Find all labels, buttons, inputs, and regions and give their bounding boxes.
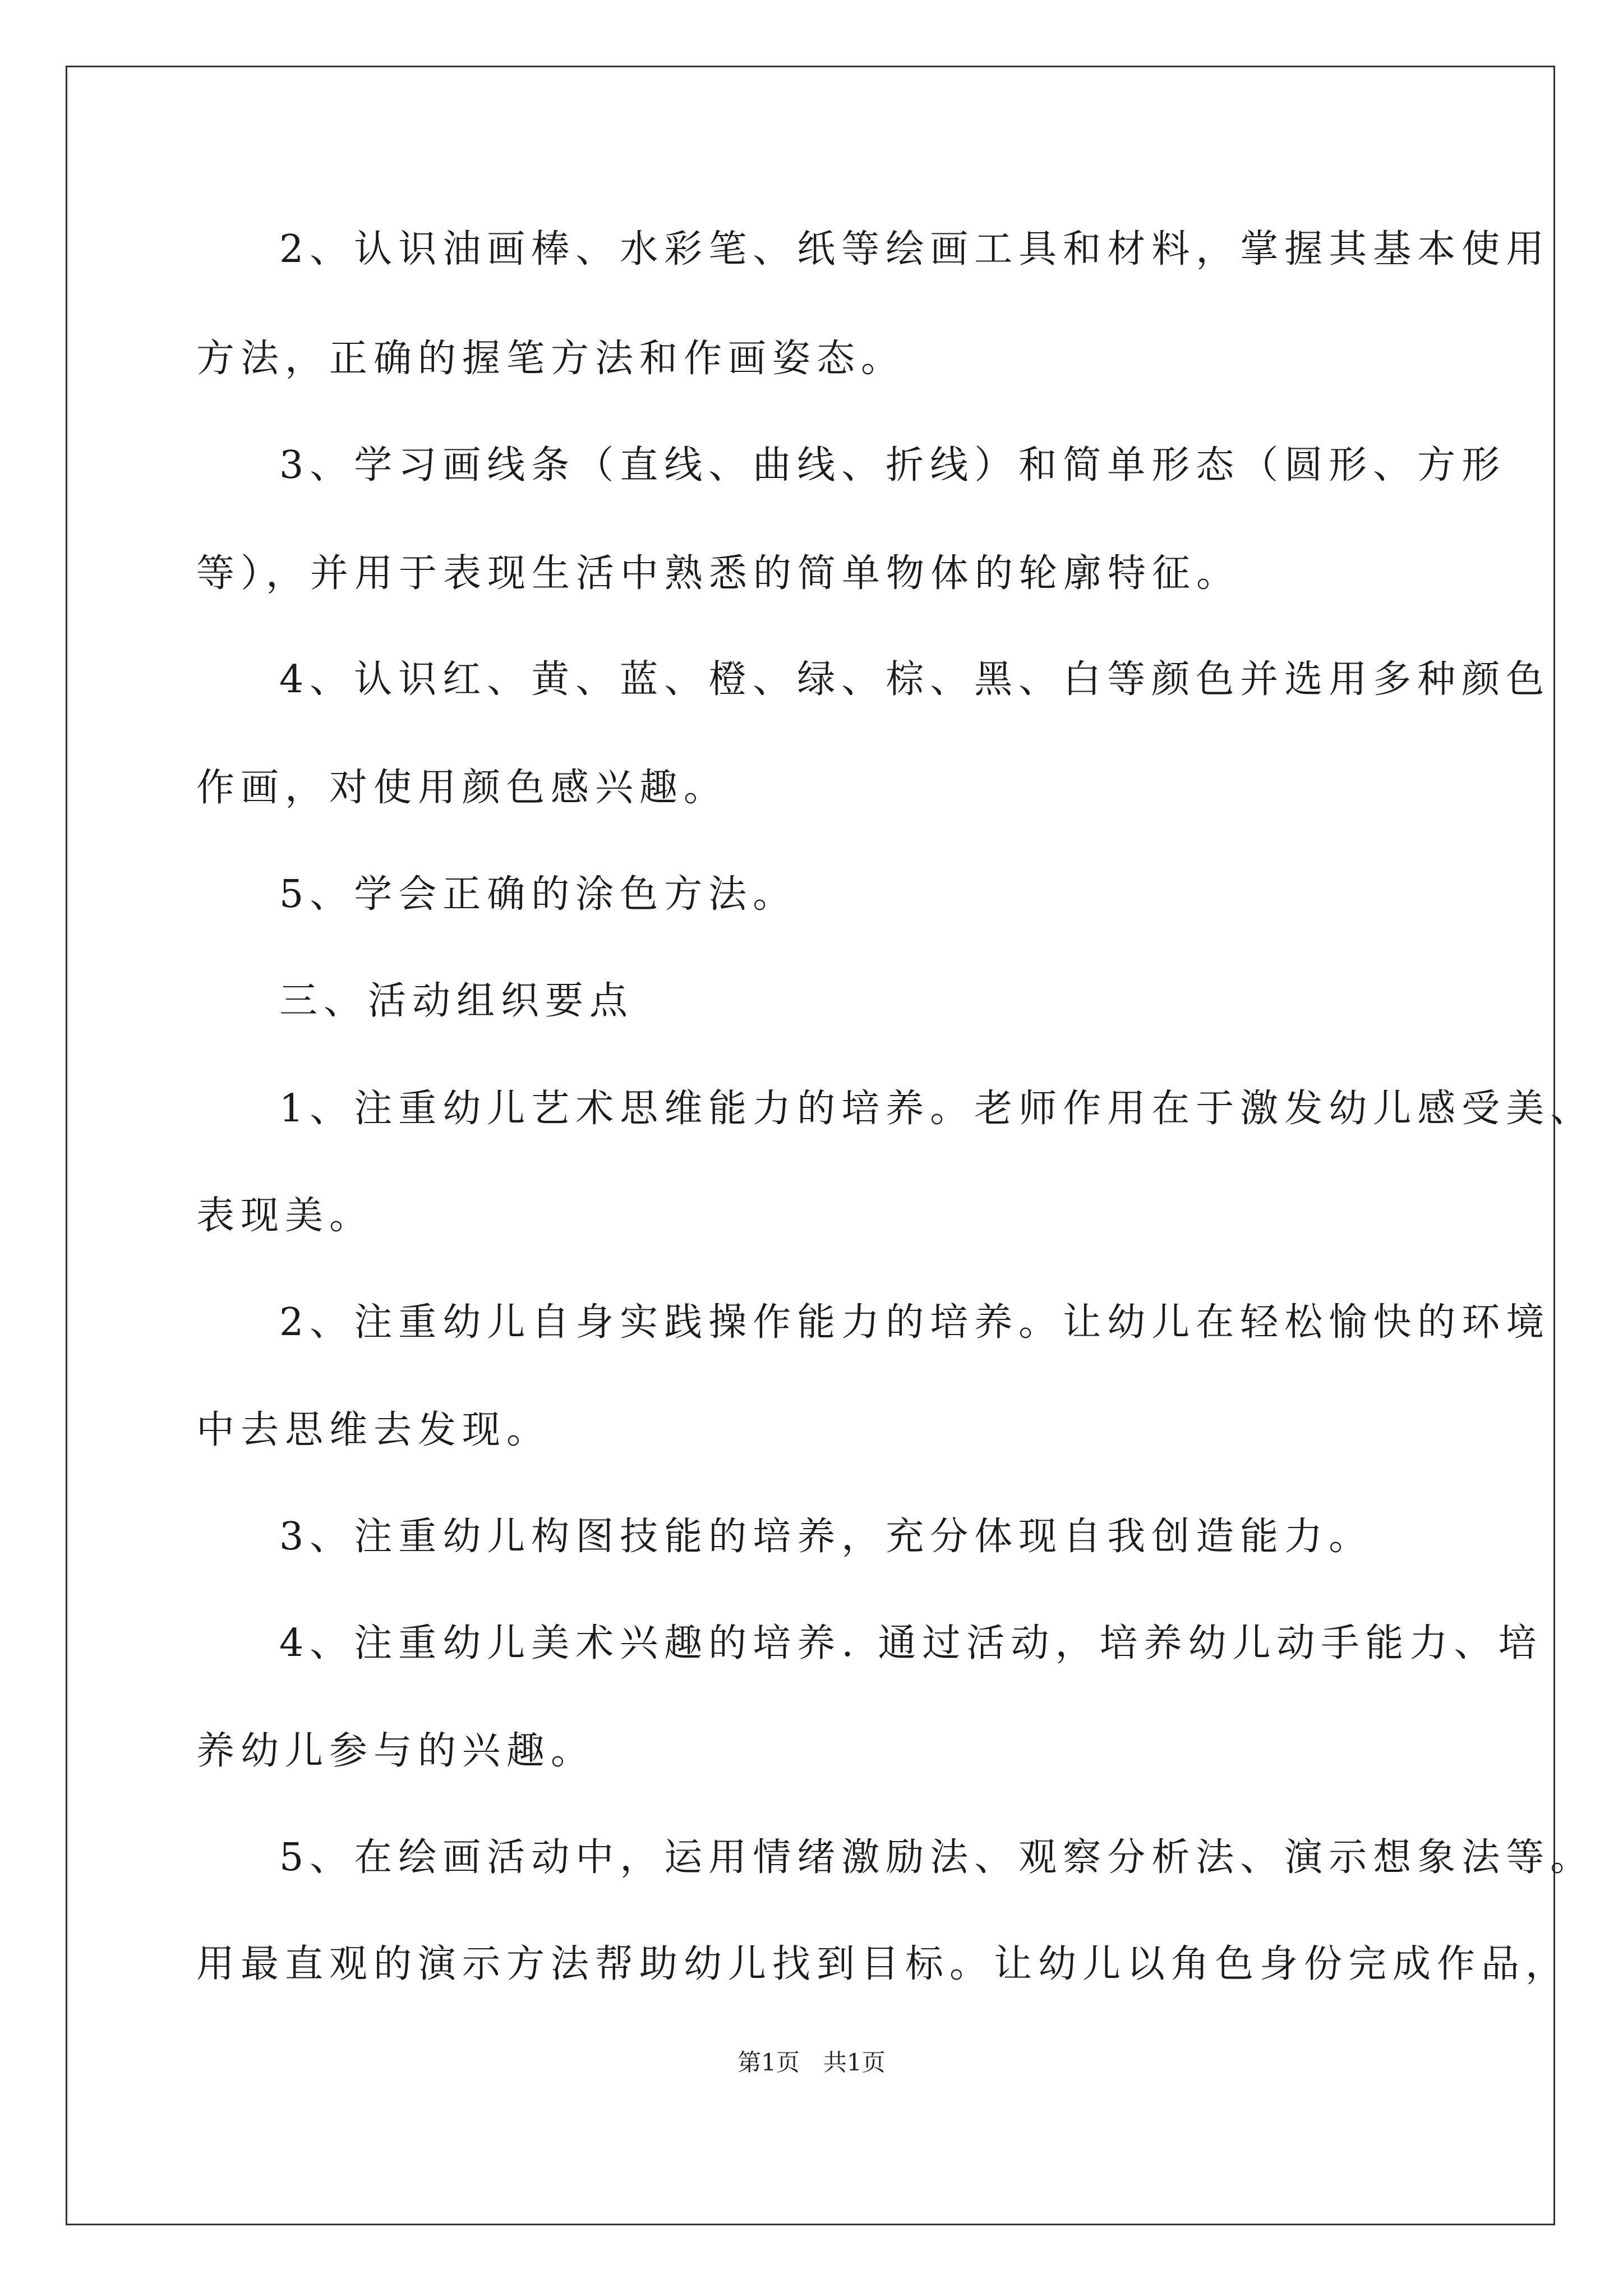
- page-footer: 第1页 共1页: [737, 2049, 886, 2076]
- section-heading: 三、活动组织要点: [279, 979, 634, 1023]
- paragraph-line: 养幼儿参与的兴趣。: [196, 1729, 596, 1773]
- paragraph-line: 等），并用于表现生活中熟悉的简单物体的轮廓特征。: [196, 551, 1241, 596]
- paragraph-line: 表现美。: [196, 1194, 374, 1238]
- paragraph-line: 用最直观的演示方法帮助幼儿找到目标。让幼儿以角色身份完成作品，: [196, 1942, 1570, 1986]
- paragraph-line: 3、学习画线条（直线、曲线、折线）和简单形态（圆形、方形: [279, 443, 1506, 487]
- paragraph-line: 作画，对使用颜色感兴趣。: [196, 766, 728, 810]
- paragraph-line: 2、注重幼儿自身实践操作能力的培养。让幼儿在轻松愉快的环境: [279, 1300, 1551, 1345]
- paragraph-line: 方法，正确的握笔方法和作画姿态。: [196, 337, 906, 381]
- paragraph-line: 中去思维去发现。: [196, 1408, 551, 1452]
- paragraph-line: 2、认识油画棒、水彩笔、纸等绘画工具和材料，掌握其基本使用: [279, 227, 1551, 272]
- paragraph-line: 4、注重幼儿美术兴趣的培养. 通过活动，培养幼儿动手能力、培: [279, 1621, 1543, 1665]
- paragraph-line: 3、注重幼儿构图技能的培养，充分体现自我创造能力。: [279, 1515, 1373, 1559]
- paragraph-line: 4、认识红、黄、蓝、橙、绿、棕、黑、白等颜色并选用多种颜色: [279, 657, 1551, 702]
- page-frame: [66, 66, 1595, 2225]
- paragraph-line: 1、注重幼儿艺术思维能力的培养。老师作用在于激发幼儿感受美、: [279, 1087, 1595, 1131]
- paragraph-line: 5、在绘画活动中，运用情绪激励法、观察分析法、演示想象法等。: [279, 1835, 1595, 1880]
- paragraph-line: 5、学会正确的涂色方法。: [279, 872, 797, 917]
